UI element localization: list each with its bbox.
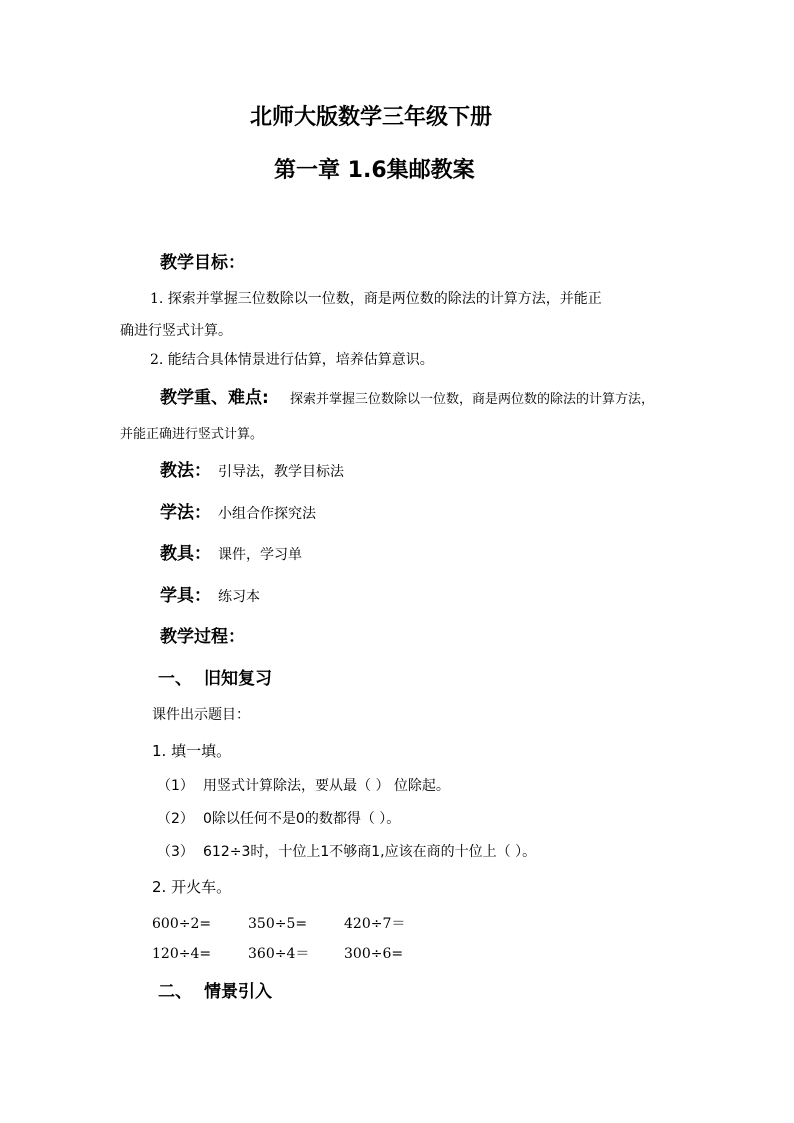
question-1-item-1-text: 用竖式计算除法，要从最（ ） 位除起。 (203, 778, 450, 794)
train-row-2-item-2: 360÷4＝ (248, 946, 310, 962)
train-row-1-item-3: 420÷7＝ (344, 916, 406, 932)
student-tools-label: 学具： (160, 586, 211, 606)
document-title: 北师大版数学三年级下册 (250, 105, 493, 130)
section-1-title: 旧知复习 (204, 669, 272, 689)
question-1-item-3-number: （3） (157, 844, 194, 860)
question-1-title: 1. 填一填。 (152, 742, 232, 760)
train-row-1-item-1: 600÷2= (152, 916, 212, 932)
study-method-text: 小组合作探究法 (218, 506, 316, 522)
document-subtitle: 第一章 1.6集邮教案 (274, 158, 475, 183)
teaching-tools-text: 课件，学习单 (218, 547, 302, 563)
section-2-title: 情景引入 (204, 982, 272, 1002)
key-difficulty-text-1: 探索并掌握三位数除以一位数，商是两位数的除法的计算方法， (290, 392, 655, 407)
question-1-item-2-text: 0除以任何不是0的数都得（ ）。 (203, 811, 401, 827)
key-difficulty-text-2: 并能正确进行竖式计算。 (120, 427, 264, 442)
section-2-number: 二、 (158, 982, 192, 1002)
key-difficulty-heading: 教学重、难点: (160, 388, 269, 408)
question-1-item-2-number: （2） (157, 811, 194, 827)
objective-2: 2. 能结合具体情景进行估算，培养估算意识。 (150, 352, 434, 368)
objective-1-line-2: 确进行竖式计算。 (120, 323, 232, 339)
objective-1-line-1: 1. 探索并掌握三位数除以一位数，商是两位数的除法的计算方法，并能正 (150, 291, 602, 307)
teaching-method-label: 教法： (160, 461, 211, 481)
teaching-tools-label: 教具： (160, 544, 211, 564)
objectives-heading: 教学目标： (160, 253, 245, 273)
student-tools-text: 练习本 (218, 589, 260, 605)
teaching-method-text: 引导法，教学目标法 (218, 464, 344, 480)
train-row-2-item-3: 300÷6= (344, 946, 404, 962)
process-heading: 教学过程： (160, 627, 245, 647)
study-method-label: 学法： (160, 503, 211, 523)
question-2-title: 2. 开火车。 (152, 878, 232, 896)
section-1-intro: 课件出示题目： (152, 707, 250, 723)
train-row-1-item-2: 350÷5= (248, 916, 308, 932)
question-1-item-1-number: （1） (157, 778, 194, 794)
question-1-item-3-text: 612÷3时，十位上1不够商1,应该在商的十位上（ ）。 (203, 844, 537, 860)
section-1-number: 一、 (158, 669, 192, 689)
train-row-2-item-1: 120÷4= (152, 946, 212, 962)
